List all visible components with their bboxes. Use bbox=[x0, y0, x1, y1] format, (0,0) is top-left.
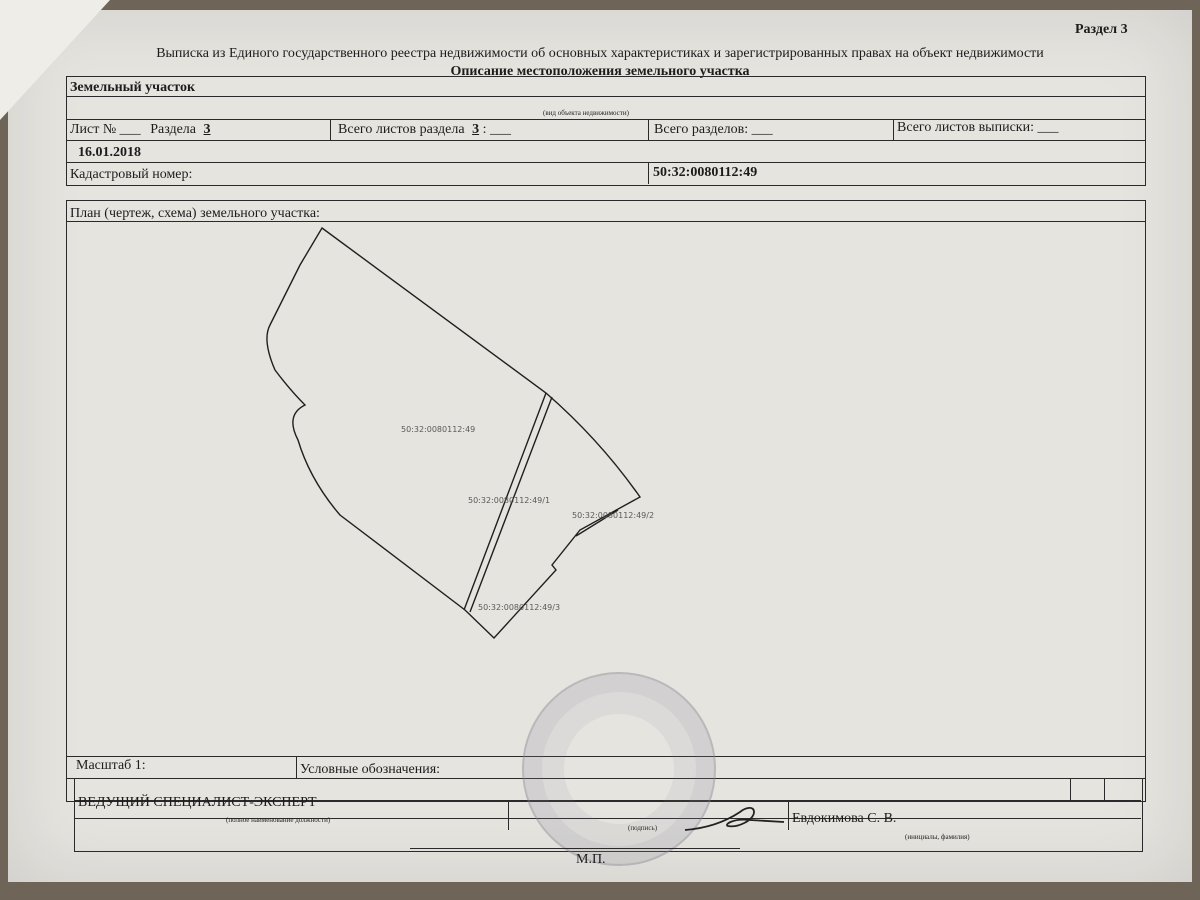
parcel-label-49: 50:32:0080112:49 bbox=[401, 425, 476, 434]
plan-title: План (чертеж, схема) земельного участка: bbox=[70, 206, 320, 221]
object-type: Земельный участок bbox=[70, 80, 196, 95]
legend-label: Условные обозначения: bbox=[300, 762, 441, 777]
section-number: Раздел 3 bbox=[1075, 22, 1128, 37]
date: 16.01.2018 bbox=[78, 145, 141, 160]
object-type-caption: (вид объекта недвижимости) bbox=[543, 109, 629, 117]
total-section-sheets: Всего листов раздела 3 : ___ bbox=[338, 122, 511, 137]
cadastral-number: 50:32:0080112:49 bbox=[653, 165, 758, 180]
name-caption: (инициалы, фамилия) bbox=[905, 833, 970, 841]
document-subtitle: Описание местоположения земельного участка bbox=[450, 64, 750, 79]
section-value: 3 bbox=[203, 122, 211, 137]
total-extract-sheets: Всего листов выписки: ___ bbox=[897, 120, 1059, 135]
position-title: ВЕДУЩИЙ СПЕЦИАЛИСТ-ЭКСПЕРТ bbox=[78, 795, 317, 810]
parcel-label-49-3: 50:32:0080112:49/3 bbox=[478, 603, 561, 612]
cadastral-label: Кадастровый номер: bbox=[70, 167, 193, 182]
parcel-label-49-1: 50:32:0080112:49/1 bbox=[468, 496, 551, 505]
seal-place-mark: М.П. bbox=[576, 852, 606, 867]
signer-name: Евдокимова С. В. bbox=[792, 811, 897, 826]
position-caption: (полное наименование должности) bbox=[226, 816, 331, 824]
signature-scribble bbox=[680, 800, 790, 840]
sheet-number: Лист № ___ Раздела 3 bbox=[70, 122, 211, 137]
document-title: Выписка из Единого государственного реестра недвижимости об основных характеристиках и зарегистрированных правах на объект недвижимости bbox=[156, 46, 1044, 61]
signature-caption: (подпись) bbox=[628, 824, 658, 832]
parcel-label-49-2: 50:32:0080112:49/2 bbox=[572, 511, 655, 520]
total-sections: Всего разделов: ___ bbox=[654, 122, 773, 137]
scale-label: Масштаб 1: bbox=[76, 758, 146, 773]
